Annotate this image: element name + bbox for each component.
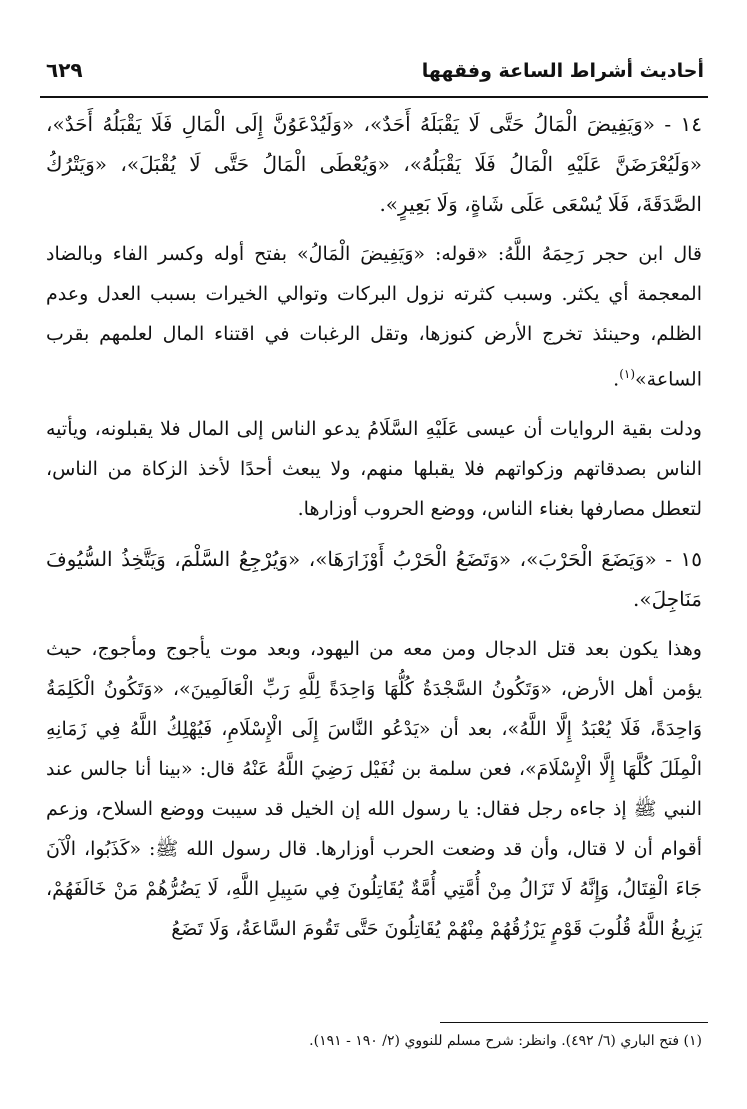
page-number: ٦٢٩	[46, 58, 83, 82]
footnote-rule	[440, 1022, 708, 1023]
dajjal-paragraph: وهذا يكون بعد قتل الدجال ومن معه من اليهود، وبعد موت يأجوج ومأجوج، حيث يؤمن أهل الأرض، «وَتَكُونُ السَّجْدَةُ كُلُّهَا وَاحِدَةً لِلَّهِ رَبِّ الْعَالَمِينَ»، «وَتَكُونُ الْكَلِمَةُ وَاحِدَةً، فَلَا يُعْبَدُ إِلَّا اللَّهُ»، بعد أن «يَدْعُو النَّاسَ إِلَى الْإِسْلَامِ، فَيُهْلِكُ اللَّهُ فِي زَمَانِهِ الْمِلَلَ كُلَّهَا إِلَّا الْإِسْلَامَ»، فعن سلمة بن نُفَيْل رَضِيَ اللَّهُ عَنْهُ قال: «بينا أنا جالس عند النبي ﷺ إذ جاءه رجل فقال: يا رسول الله إن الخيل قد سيبت ووضع السلاح، وزعم أقوام أن لا قتال، وأن قد وضعت الحرب أوزارها. قال رسول الله ﷺ: «كَذَبُوا، الْآنَ جَاءَ الْقِتَالُ، وَإِنَّهُ لَا تَزَالُ مِنْ أُمَّتِي أُمَّةٌ يُقَاتِلُونَ فِي سَبِيلِ اللَّهِ، لَا يَضُرُّهُمْ مَنْ خَالَفَهُمْ، يَزِيغُ اللَّهُ قُلُوبَ قَوْمٍ يَرْزُقُهُمْ مِنْهُمْ يُقَاتِلُونَ حَتَّى تَقُومَ السَّاعَةُ، وَلَا تَضَعُ	[46, 638, 702, 941]
page-body	[46, 104, 702, 949]
hadith-14-paragraph: ١٤ - «وَيَفِيضَ الْمَالُ حَتَّى لَا يَقْبَلَهُ أَحَدٌ»، «وَلَيُدْعَوُنَّ إِلَى الْمَالِ فَلَا يَقْبَلُهُ أَحَدٌ»، «وَلَيُعْرَضَنَّ عَلَيْهِ الْمَالُ فَلَا يَقْبَلُهُ»، «وَيُعْطَى الْمَالُ حَتَّى لَا يُقْبَلَ»، «وَيَتْرُكُ الصَّدَقَةَ، فَلَا يُسْعَى عَلَى شَاةٍ، وَلَا بَعِيرٍ».	[46, 112, 702, 216]
ibn-hajar-text: قال ابن حجر رَحِمَهُ اللَّهُ: «قوله: «وَيَفِيضَ الْمَالُ» بفتح أوله وكسر الفاء وبالضاد المعجمة أي يكثر. وسبب كثرته نزول البركات وتوالي الخيرات بسبب العدل وعدم الظلم، وحينئذ تخرج الأرض كنوزها، وتقل الرغبات في اقتناء المال لعلمهم بقرب الساعة»	[46, 243, 702, 391]
paragraph-gap	[46, 529, 702, 539]
footnote-ref: (١)	[619, 367, 636, 381]
hadith-15-paragraph: ١٥ - «وَيَضَعَ الْحَرْبَ»، «وَتَضَعُ الْحَرْبُ أَوْزَارَهَا»، «وَيُرْجِعُ السَّلْمَ، وَيَتَّخِذُ السُّيُوفَ مَنَاجِلَ».	[46, 547, 702, 612]
running-title: أحاديث أشراط الساعة وفقهها	[421, 60, 704, 82]
paragraph-gap	[46, 399, 702, 409]
ibn-hajar-paragraph: قال ابن حجر رَحِمَهُ اللَّهُ: «قوله: «وَيَفِيضَ الْمَالُ» بفتح أوله وكسر الفاء وبالضاد المعجمة أي يكثر. وسبب كثرته نزول البركات وتوالي الخيرات بسبب العدل وعدم الظلم، وحينئذ تخرج الأرض كنوزها، وتقل الرغبات في اقتناء المال لعلمهم بقرب الساعة»$^{(١)}$.	[46, 243, 702, 391]
paragraph-gap	[46, 224, 702, 234]
footnote: (١) فتح الباري (٦/ ٤٩٢). وانظر: شرح مسلم للنووي (٢/ ١٩٠ - ١٩١).	[309, 1033, 702, 1049]
header-rule	[40, 96, 708, 98]
isa-paragraph: ودلت بقية الروايات أن عيسى عَلَيْهِ السَّلَامُ يدعو الناس إلى المال فلا يقبلونه، ويأتيه الناس بصدقاتهم وزكواتهم فلا يقبلها منهم، ولا يبعث أحدًا لأخذ الزكاة من الناس، لتعطل مصارفها بغناء الناس، ووضع الحروب أوزارها.	[46, 418, 702, 521]
paragraph-gap	[46, 619, 702, 629]
page-header	[40, 50, 708, 94]
